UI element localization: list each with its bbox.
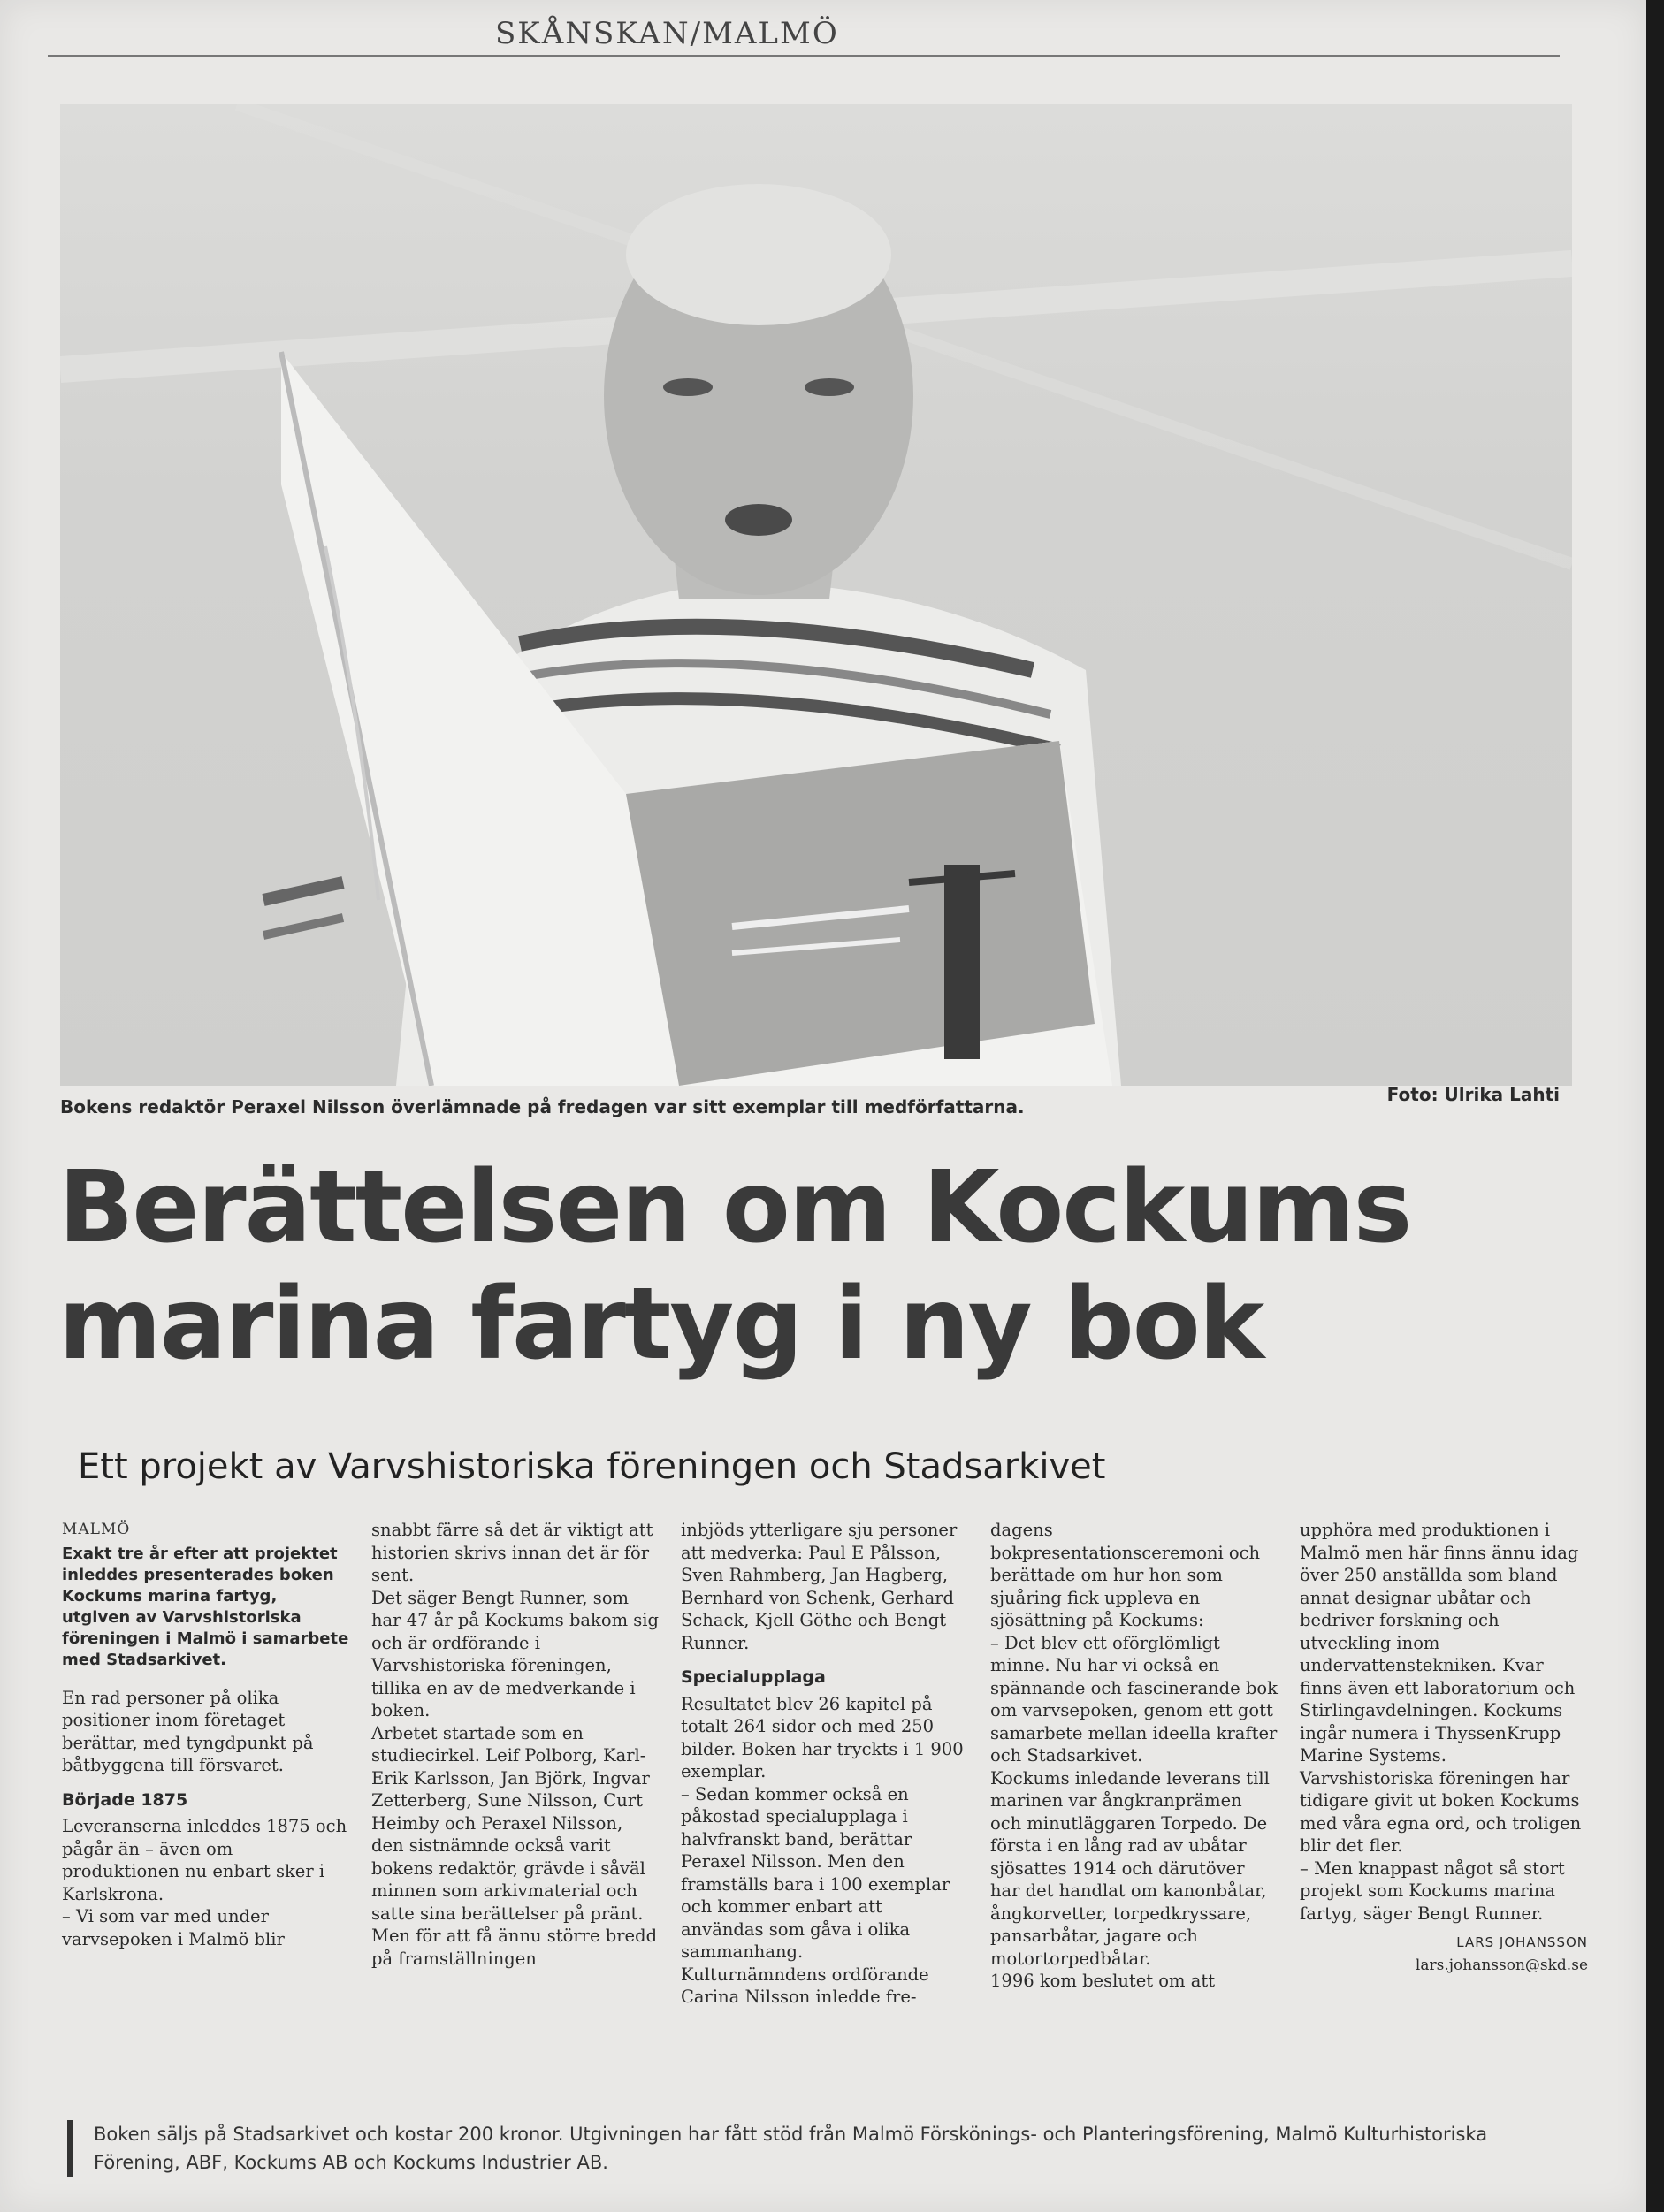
paragraph: – Sedan kommer också en påkostad specialupplaga i halvfranskt band, berättar Peraxel Nilsson. Men den framställs bara i 100 exemplar och kommer enbart att användas som gåva i olika sammanhang. [681, 1783, 950, 1962]
photo-caption: Bokens redaktör Peraxel Nilsson överlämnade på fredagen var sitt exemplar till medförfattarna. [60, 1096, 1025, 1117]
lead-paragraph: Exakt tre år efter att projektet inleddes presenterades boken Kockums marina fartyg, utgiven av Varvshistoriska föreningen i Malmö i samarbete med Stadsarkivet. [62, 1544, 349, 1669]
paragraph: – Det blev ett oförglömligt minne. Nu har vi också en spännande och fascinerande bok om varvsepoken, genom ett gott samarbete mellan ideella krafter och Stadsarkivet. [990, 1632, 1278, 1766]
paragraph: Leveranserna inleddes 1875 och pågår än – även om produktionen nu enbart sker i Karlskrona. [62, 1816, 347, 1904]
subheadline: Ett projekt av Varvshistoriska föreningen och Stadsarkivet [78, 1446, 1106, 1487]
paragraph: Varvshistoriska föreningen har tidigare givit ut boken Kockums med våra egna ord, och troligen blir det fler. [1300, 1767, 1582, 1856]
headline-line-1: Berättelsen om Kockums [58, 1150, 1411, 1265]
column-3 [681, 1519, 969, 2009]
headline-line-2: marina fartyg i ny bok [58, 1267, 1263, 1382]
dateline: MALMÖ [62, 1521, 131, 1538]
paragraph: snabbt färre så det är viktigt att historien skrivs innan det är för sent. [371, 1520, 653, 1585]
column-4 [990, 1519, 1279, 1993]
paragraph: Men för att få ännu större bredd på framställningen [371, 1926, 658, 1969]
headline [58, 1149, 1597, 1383]
header-rule [48, 55, 1560, 57]
fact-box: Boken säljs på Stadsarkivet och kostar 200 kronor. Utgivningen har fått stöd från Malmö Förskönings- och Planteringsförening, Malmö Kulturhistoriska Förening, ABF, Kockums AB och Kockums Industrier AB. [67, 2120, 1544, 2177]
article-body [62, 1519, 1618, 2094]
paragraph: Resultatet blev 26 kapitel på totalt 264 sidor och med 250 bilder. Boken har tryckts i 1 900 exemplar. [681, 1693, 964, 1781]
paragraph: – Men knappast något så stort projekt som Kockums marina fartyg, säger Bengt Runner. [1300, 1857, 1565, 1924]
paragraph: dagens bokpresentationsceremoni och berättade om hur hon som sjuåring fick uppleva en sjösättning på Kockums: [990, 1520, 1261, 1630]
section-header: SKÅNSKAN/MALMÖ [495, 16, 839, 51]
photo-illustration [60, 104, 1572, 1086]
photo-credit: Foto: Ulrika Lahti [1386, 1084, 1560, 1105]
paragraph: En rad personer på olika positioner inom företaget berättar, med tyngdpunkt på båtbyggena till försvaret. [62, 1687, 314, 1775]
article-photo [60, 104, 1572, 1086]
paragraph: Arbetet startade som en studiecirkel. Leif Polborg, Karl-Erik Karlsson, Jan Björk, Ingvar Zetterberg, Sune Nilsson, Curt Heimby och Peraxel Nilsson, den sistnämnde också varit bokens redaktör, grävde i såväl minnen som arkivmaterial och satte sina berättelser på pränt. [371, 1722, 650, 1924]
subhead-borjade: Började 1875 [62, 1789, 188, 1810]
paragraph: inbjöds ytterligare sju personer att medverka: Paul E Pålsson, Sven Rahmberg, Jan Hagberg, Bernhard von Schenk, Gerhard Schack, Kjell Göthe och Bengt Runner. [681, 1520, 958, 1653]
byline: LARS JOHANSSON [1456, 1934, 1588, 1950]
column-2 [371, 1519, 660, 1970]
paragraph: Kockums inledande leverans till marinen var ångkranprämen och minutläggaren Torpedo. De första i en lång rad av ubåtar sjösattes 1914 och därutöver har det handlat om kanonbåtar, ångkorvetter, torpedkryssare, pansarbåtar, jagare och motortorpedbåtar. [990, 1767, 1270, 1969]
paragraph: 1996 kom beslutet om att [990, 1971, 1216, 1991]
column-5 [1300, 1519, 1588, 1977]
column-1 [62, 1519, 350, 1950]
paragraph: Det säger Bengt Runner, som har 47 år på Kockums bakom sig och är ordförande i Varvshistoriska föreningen, tillika en av de medverkande i boken. [371, 1587, 660, 1720]
subhead-specialupplaga: Specialupplaga [681, 1667, 826, 1687]
author-email: lars.johansson@skd.se [1415, 1956, 1588, 1974]
paragraph: upphöra med produktionen i Malmö men här finns ännu idag över 250 anställda som bland annat designar ubåtar och bedriver forskning och utveckling inom undervattenstekniken. Kvar finns även ett laboratorium och Stirlingavdelningen. Kockums ingår numera i ThyssenKrupp Marine Systems. [1300, 1520, 1579, 1766]
paragraph: Kulturnämndens ordförande Carina Nilsson inledde fre- [681, 1964, 929, 2007]
paragraph: – Vi som var med under varvsepoken i Malmö blir [62, 1906, 285, 1949]
